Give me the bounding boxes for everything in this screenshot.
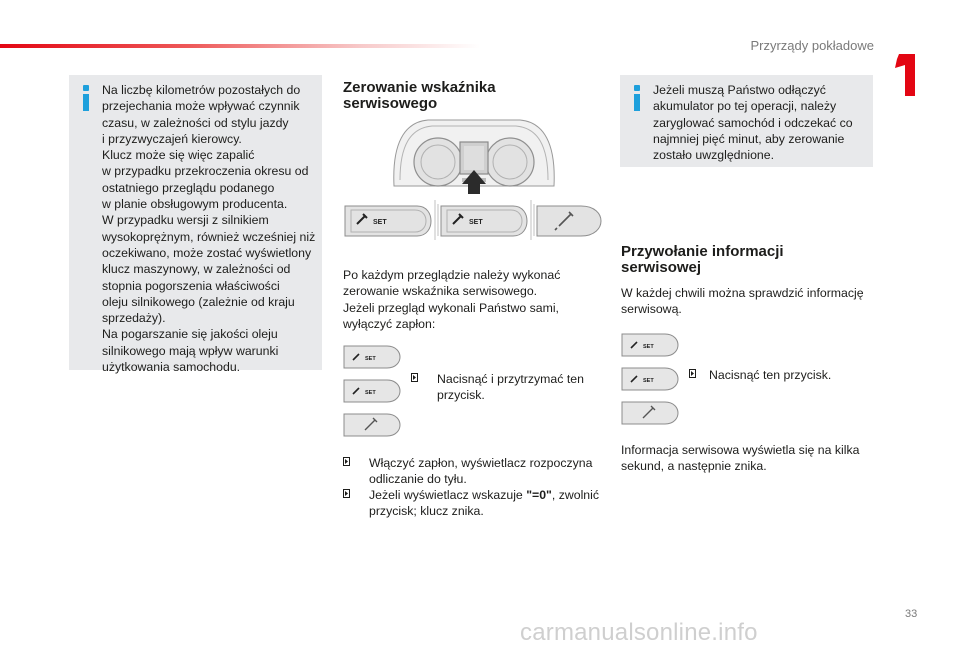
reset-intro-text: Po każdym przeglądzie należy wykonać zerowanie wskaźnika serwisowego. Jeżeli przegląd wykonali Państwo sami, wyłączyć zapłon: (343, 268, 561, 331)
recall-step-press: Nacisnąć ten przycisk. (689, 367, 869, 383)
bullet-arrow-icon (343, 489, 350, 498)
bullet-arrow-icon (689, 369, 696, 378)
svg-text:SET: SET (643, 344, 654, 350)
bullet-arrow-icon (343, 457, 350, 466)
chapter-number (893, 52, 921, 98)
set-button-illustration (343, 344, 401, 370)
set-button-illustration (621, 366, 679, 392)
reset-step-release: Jeżeli wyświetlacz wskazuje "=0", zwolnić przycisk; klucz znika. (343, 487, 603, 520)
svg-text:SET: SET (365, 390, 376, 396)
header-accent-bar (0, 44, 480, 48)
wrench-button-illustration (621, 400, 679, 426)
page-number: 33 (905, 608, 918, 620)
svg-text:SET: SET (365, 356, 376, 362)
info-icon (83, 85, 89, 111)
reset-section-title: Zerowanie wskaźnika serwisowego (343, 79, 496, 112)
wrench-button-illustration (343, 412, 401, 438)
reset-step-ignition: Włączyć zapłon, wyświetlacz rozpoczyna odliczanie do tyłu. (343, 455, 603, 488)
svg-text:SET: SET (469, 219, 483, 226)
bullet-arrow-icon (411, 373, 418, 382)
watermark: carmanualsonline.info (520, 619, 758, 646)
svg-text:SET: SET (643, 378, 654, 384)
recall-outro-text: Informacja serwisowa wyświetla się na kilka sekund, a następnie znika. (621, 443, 860, 474)
info-box-left (69, 75, 322, 375)
svg-text:SET: SET (373, 219, 387, 226)
set-button-illustration (621, 332, 679, 358)
instrument-cluster-illustration (388, 114, 560, 196)
info-box-right-text: Jeżeli muszą Państwo odłączyć akumulator po tej operacji, należy zaryglować samochód i odczekać co najmniej pięć minut, aby zerowanie zostało uwzględnione. (653, 83, 853, 163)
info-box-left-text: Na liczbę kilometrów pozostałych do przejechania może wpływać czynnik czasu, w zależności od stylu jazdy i przyzwyczajeń kierowcy. Klucz może się więc zapalić w przypadku przekroczenia okresu od ostatniego przeglądu podanego w planie obsługowym producenta. W przypadku wersji z silnikiem wysokoprężnym, również wcześniej niż oczekiwano, może zostać wyświetlony klucz maszynowy, w zależności od stopnia pogorszenia właściwości oleju silnikowego (zależnie od kraju sprzedaży). Na pogarszanie się jakości oleju silnikowego mają wpływ warunki użytkowania samochodu. (102, 83, 316, 375)
set-button-illustration (343, 378, 401, 404)
info-icon (634, 85, 640, 111)
recall-intro-text: W każdej chwili można sprawdzić informację serwisową. (621, 286, 864, 317)
section-title: Przyrządy pokładowe (750, 38, 874, 53)
recall-section-title: Przywołanie informacji serwisowej (621, 243, 784, 276)
info-box-right (620, 75, 873, 167)
reset-step-press-hold: Nacisnąć i przytrzymać ten przycisk. (411, 371, 591, 404)
control-stalk-buttons-illustration (343, 196, 603, 244)
